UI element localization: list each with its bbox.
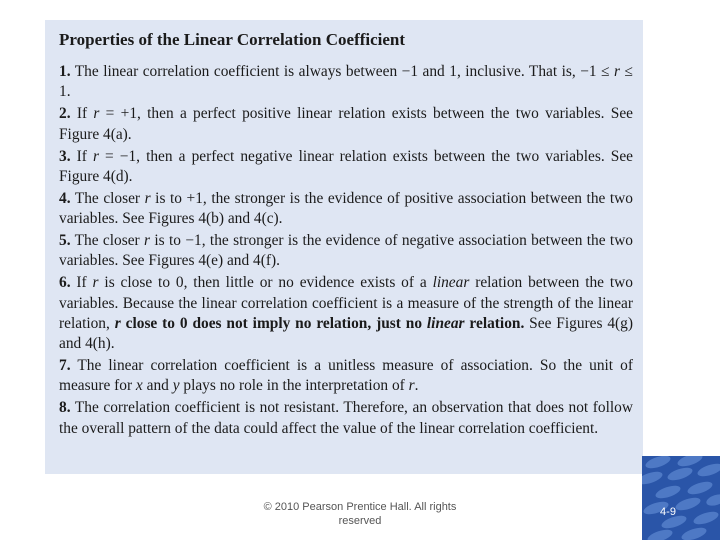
property-text: ≤ 1. bbox=[59, 63, 633, 101]
property-text: relation between the two variables. Because the linear correlation coefficient is a measure of the strength of the linear relation, bbox=[59, 274, 633, 332]
property-item bbox=[59, 62, 633, 102]
copyright-line-2: reserved bbox=[338, 515, 382, 527]
property-number: 3. bbox=[59, 147, 71, 165]
property-text: is close to 0, then little or no evidence exists of a bbox=[98, 274, 433, 292]
property-text: linear bbox=[432, 274, 470, 292]
property-number: 7. bbox=[59, 357, 71, 375]
property-text: r bbox=[92, 274, 99, 292]
property-text: r bbox=[408, 377, 415, 395]
properties-panel bbox=[45, 20, 643, 474]
property-text: . bbox=[414, 377, 419, 395]
property-text: x bbox=[135, 377, 143, 395]
property-text: r bbox=[144, 189, 151, 207]
property-text: If bbox=[76, 274, 93, 292]
property-text: = −1, then a perfect negative linear relation exists between the two variables. See Figure 4(d). bbox=[59, 147, 633, 185]
property-text: linear bbox=[426, 314, 465, 332]
property-text: is to −1, the stronger is the evidence of negative association between the two variables. See Figures 4(e) and 4(f). bbox=[59, 232, 634, 270]
property-item bbox=[59, 231, 633, 271]
property-text: r bbox=[144, 232, 151, 250]
property-text: and bbox=[142, 377, 173, 395]
copyright-footer bbox=[240, 500, 480, 528]
property-text: r bbox=[92, 147, 99, 165]
property-text: r bbox=[93, 105, 100, 123]
property-text: The correlation coefficient is not resistant. Therefore, an observation that does not follow the overall pattern of the data could affect the value of the linear correlation coefficient. bbox=[59, 399, 633, 437]
property-text: r bbox=[114, 314, 121, 332]
property-text: If bbox=[76, 147, 93, 165]
property-text: See Figures 4(g) and 4(h). bbox=[59, 314, 633, 353]
property-text: The linear correlation coefficient is a unitless measure of association. So the unit of measure for bbox=[59, 357, 633, 395]
panel-title: Properties of the Linear Correlation Coefficient bbox=[59, 30, 406, 49]
wave-pattern-graphic bbox=[642, 456, 720, 540]
slide-number: 4-9 bbox=[660, 506, 676, 518]
property-number: 2. bbox=[59, 105, 71, 123]
property-text: If bbox=[76, 105, 94, 123]
properties-list bbox=[59, 62, 633, 439]
property-number: 8. bbox=[59, 399, 71, 417]
property-text: r bbox=[614, 63, 621, 80]
property-text: The closer bbox=[74, 189, 145, 207]
property-text: relation. bbox=[464, 314, 525, 332]
property-item bbox=[59, 104, 633, 144]
property-number: 5. bbox=[59, 232, 71, 250]
property-item bbox=[59, 147, 633, 187]
property-text: plays no role in the interpretation of bbox=[179, 377, 409, 395]
slide-number-badge bbox=[642, 456, 720, 540]
property-text: The linear correlation coefficient is always between −1 and 1, inclusive. That is, −1 ≤ bbox=[74, 63, 615, 80]
property-text: The closer bbox=[74, 232, 145, 250]
property-text: close to 0 does not imply no relation, just no bbox=[120, 314, 427, 332]
property-text: is to +1, the stronger is the evidence of positive association between the two variables. See Figures 4(b) and 4(c). bbox=[59, 189, 633, 228]
property-item bbox=[59, 356, 633, 396]
property-text: y bbox=[172, 377, 180, 395]
copyright-line-1: © 2010 Pearson Prentice Hall. All rights bbox=[263, 501, 457, 513]
property-number: 4. bbox=[59, 189, 71, 207]
property-number: 1. bbox=[59, 63, 71, 80]
property-number: 6. bbox=[59, 274, 71, 292]
property-text: = +1, then a perfect positive linear relation exists between the two variables. See Figure 4(a). bbox=[59, 105, 633, 143]
property-item bbox=[59, 189, 633, 229]
property-item bbox=[59, 273, 633, 354]
property-item bbox=[59, 398, 633, 438]
